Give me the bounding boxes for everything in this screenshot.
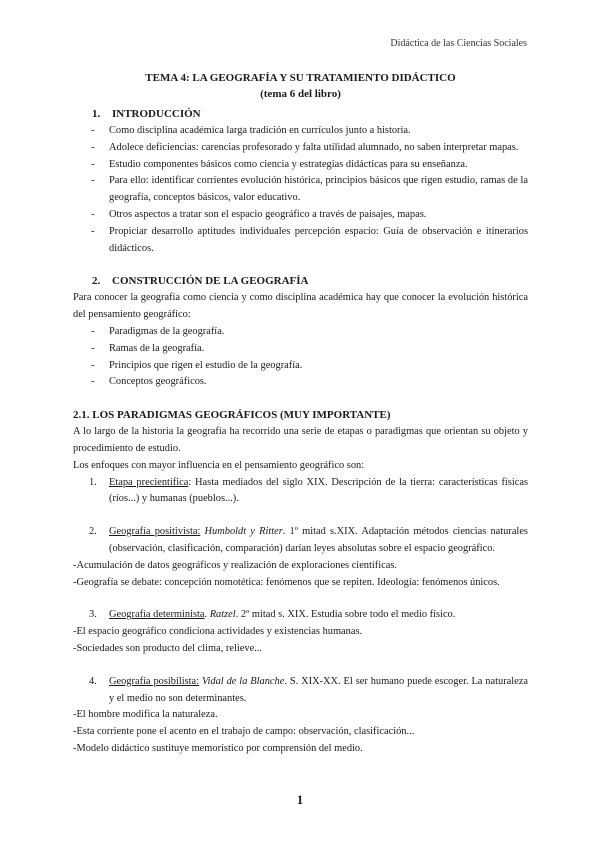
paradigm-name: Etapa precientífica — [109, 476, 189, 488]
paradigm-number: 2. — [89, 526, 97, 538]
paradigm-1 — [73, 475, 528, 509]
paradigm-list — [73, 524, 528, 558]
list-item: - Adolece deficiencias: carencias profesorado y falta utilidad alumnado, no saben interpretar mapas. — [73, 140, 528, 157]
paradigm-list — [73, 475, 528, 509]
paradigm-2 — [73, 524, 528, 558]
section-2-number: 2. — [92, 275, 101, 288]
paradigm-note: -Acumulación de datos geográficos y realización de exploraciones científicas. — [73, 559, 397, 571]
list-item: - Como disciplina académica larga tradición en currículos junto a historia. — [73, 123, 528, 140]
paradigm-number: 4. — [89, 675, 97, 687]
section-2-title: CONSTRUCCIÓN DE LA GEOGRAFÍA — [112, 275, 309, 288]
list-item: - Otros aspectos a tratar son el espacio geográfico a través de paisajes, mapas. — [73, 207, 528, 224]
section-1-title: INTRODUCCIÓN — [112, 108, 201, 120]
paradigm-name: Geografía positivista: — [109, 526, 201, 538]
document-subtitle: (tema 6 del libro) — [260, 88, 341, 100]
section-2-1-heading: 2.1. LOS PARADIGMAS GEOGRÁFICOS (MUY IMPORTANTE) — [73, 409, 391, 422]
paradigm-note: -Esta corriente pone el acento en el trabajo de campo: observación, clasificación... — [73, 726, 415, 738]
paradigm-list — [73, 607, 528, 624]
list-item: - Conceptos geográficos. — [73, 374, 528, 391]
document-title: TEMA 4: LA GEOGRAFÍA Y SU TRATAMIENTO DIDÁCTICO — [145, 72, 456, 84]
paradigm-name: Geografía determinista — [109, 609, 205, 621]
paradigm-number: 3. — [89, 609, 97, 621]
section-2-heading — [73, 273, 528, 290]
page-number: 1 — [296, 792, 304, 807]
section-1-list — [73, 123, 528, 257]
paradigm-note: -Geografía se debate: concepción nomotética: fenómenos que se repiten. Ideología: fenómenos únicos. — [73, 576, 500, 588]
paradigm-authors: Ratzel — [209, 609, 236, 621]
paradigm-note: -Modelo didáctico sustituye memorístico por comprensión del medio. — [73, 742, 363, 754]
paradigm-note: -Sociedades son producto del clima, relieve... — [73, 642, 262, 654]
paradigm-note: -El espacio geográfico condiciona actividades y existencias humanas. — [73, 626, 363, 638]
list-item: - Para ello: identificar corrientes evolución histórica, principios básicos que rigen estudio, ramas de la geografía, conceptos básicos, valor educativo. — [73, 173, 528, 207]
section-2-1-lead: Los enfoques con mayor influencia en el pensamiento geográfico son: — [73, 459, 365, 471]
section-1-number: 1. — [92, 108, 101, 120]
running-header: Didáctica de las Ciencias Sociales — [390, 38, 527, 49]
paradigm-4 — [73, 674, 528, 708]
paradigm-text: . S. XIX-XX. El ser humano puede escoger. La naturaleza y el medio no son determinantes. — [109, 675, 528, 704]
section-2-1-intro: A lo largo de la historia la geografía ha recorrido una serie de etapas o paradigmas que orientan su objeto y procedimiento de estudio. — [73, 426, 528, 454]
paradigm-text: : Hasta mediados del siglo XIX. Descripción de la tierra: características físicas (ríos...) y humanas (pueblos...). — [109, 476, 528, 505]
section-2-list — [73, 324, 528, 391]
list-item: - Estudio componentes básicos como ciencia y estrategias didácticas para su enseñanza. — [73, 157, 528, 174]
list-item: - Principios que rigen el estudio de la geografía. — [73, 358, 528, 375]
paradigm-text: . 2º mitad s. XIX. Estudia sobre todo el medio físico. — [235, 609, 456, 621]
paradigm-3: 3. Geografía determinista. Ratzel. 2º mitad s. XIX. Estudia sobre todo el medio físico. — [73, 607, 528, 624]
paradigm-list — [73, 674, 528, 708]
paradigm-text: . 1º mitad s.XIX. Adaptación métodos ciencias naturales (observación, clasificación, comparación) darían leyes absolutas sobre el espacio geográfico. — [109, 526, 528, 554]
section-2-intro: Para conocer la geografía como ciencia y como disciplina académica hay que conocer la evolución histórica del pensamiento geográfico: — [73, 292, 528, 321]
section-1-heading — [73, 106, 528, 123]
list-item: - Paradigmas de la geografía. — [73, 324, 528, 341]
paradigm-authors: Humboldt y Ritter — [204, 526, 283, 538]
list-item: - Ramas de la geografía. — [73, 341, 528, 358]
list-item: - Propiciar desarrollo aptitudes individuales percepción espacio: Guía de observación e itinerarios didácticos. — [73, 224, 528, 258]
paradigm-name: Geografía posibilista: — [109, 675, 200, 687]
page-content — [73, 70, 528, 758]
paradigm-authors: Vidal de la Blanche — [201, 675, 285, 687]
paradigm-number: 1. — [89, 476, 97, 488]
paradigm-note: -El hombre modifica la naturaleza. — [73, 709, 218, 721]
